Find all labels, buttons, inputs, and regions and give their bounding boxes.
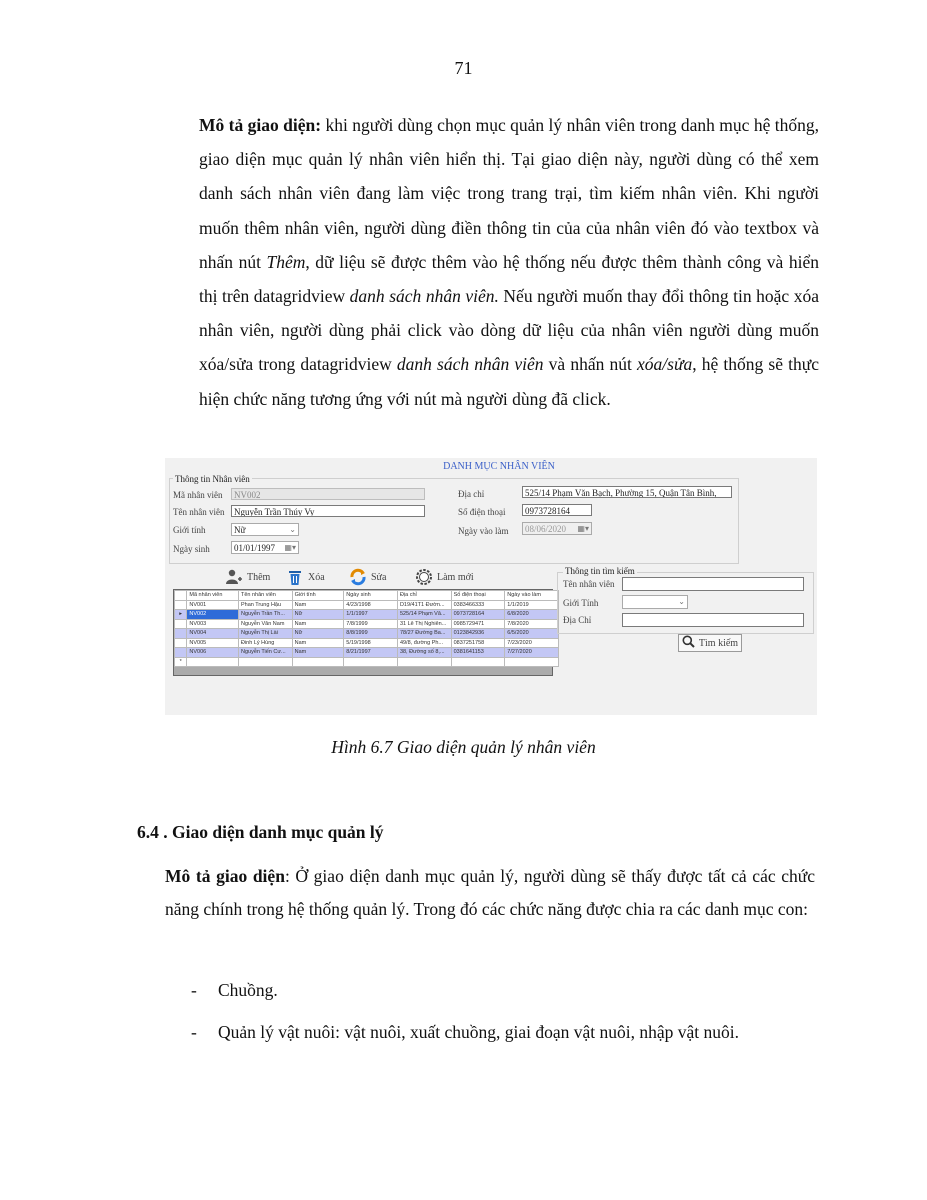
table-new-row[interactable] xyxy=(175,657,559,667)
employee-name-field[interactable]: Nguyễn Trần Thúy Vy xyxy=(231,505,425,517)
page-number: 71 xyxy=(454,58,473,78)
refresh-arrows-icon xyxy=(349,568,367,586)
table-cell[interactable] xyxy=(397,657,451,667)
intro-text-1: khi người dùng chọn mục quản lý nhân viên trong danh mục hệ thống, giao diện mục quản lý nhân viên hiển thị. Tại giao diện này, người dùng có thể xem danh sách nhân viên đang làm việc trong trang trại, tìm kiếm nhân viên. Khi người muốn thêm nhân viên, người dùng điền thông tin của của nhân viên đó vào textbox và nhấn nút xyxy=(199,115,819,272)
employee-info-group-title: Thông tin Nhân viên xyxy=(175,474,250,484)
search-button[interactable] xyxy=(678,634,742,652)
employee-id-field[interactable]: NV002 xyxy=(231,488,425,500)
table-cell[interactable]: NV001 xyxy=(187,600,239,610)
search-name-label: Tên nhân viên xyxy=(563,579,615,589)
bullet-dash: - xyxy=(191,980,197,1000)
table-cell[interactable] xyxy=(292,657,344,667)
intro-emphasis-1: Thêm xyxy=(266,251,306,272)
section-description-text: : Ở giao diện danh mục quản lý, người dùng sẽ thấy được tất cả các chức năng chính trong hệ thống quản lý. Trong đó các chức năng được chia ra các danh mục con: xyxy=(165,866,815,919)
figure-caption: Hình 6.7 Giao diện quản lý nhân viên xyxy=(331,737,596,757)
table-cell[interactable]: 1/1/2019 xyxy=(505,600,559,610)
row-header-cell xyxy=(175,648,187,658)
selected-row-marker: ▸ xyxy=(175,610,187,620)
intro-text-3: Nếu người muốn thay đổi thông tin hoặc xóa nhân viên, người dùng phải click vào dòng dữ liệu của nhân viên người dùng muốn xóa/sửa trong datagridview xyxy=(199,286,819,375)
column-header[interactable]: Số điện thoại xyxy=(451,591,505,601)
intro-text-4: và nhấn nút xyxy=(543,354,637,375)
table-cell[interactable]: NV002 xyxy=(187,610,239,620)
bullet-dash: - xyxy=(191,1022,197,1042)
section-heading: 6.4 . Giao diện danh mục quản lý xyxy=(137,822,384,842)
birth-date-value: 01/01/1997 xyxy=(234,543,276,553)
table-cell[interactable]: 31 Lê Thị Nghiên... xyxy=(397,619,451,629)
table-cell[interactable]: D19/41T1 Đườn... xyxy=(397,600,451,610)
search-address-label: Địa Chỉ xyxy=(563,615,592,625)
table-cell[interactable]: 7/8/1999 xyxy=(344,619,398,629)
table-cell[interactable] xyxy=(505,657,559,667)
column-header[interactable]: Địa chỉ xyxy=(397,591,451,601)
list-item-text: Chuồng. xyxy=(218,980,278,1000)
add-button-label: Thêm xyxy=(247,571,271,583)
new-gear-icon xyxy=(415,568,433,586)
address-field[interactable]: 525/14 Phạm Văn Bạch, Phường 15, Quận Tân Bình, xyxy=(522,486,732,498)
section-description xyxy=(165,860,815,926)
search-group-title: Thông tin tìm kiếm xyxy=(565,566,635,576)
table-cell[interactable]: Nguyễn Thị Lài xyxy=(238,629,292,639)
table-cell[interactable]: Nam xyxy=(292,638,344,648)
table-cell[interactable]: NV004 xyxy=(187,629,239,639)
employee-management-screenshot xyxy=(165,458,817,715)
refresh-button-label: Làm mới xyxy=(437,571,474,583)
table-cell[interactable] xyxy=(238,657,292,667)
table-row[interactable] xyxy=(175,629,559,639)
table-cell[interactable]: NV006 xyxy=(187,648,239,658)
table-cell[interactable]: 0383466333 xyxy=(451,600,505,610)
edit-button[interactable] xyxy=(349,567,386,587)
add-button[interactable] xyxy=(225,567,270,587)
employee-table xyxy=(174,590,559,667)
screen-title: DANH MỤC NHÂN VIÊN xyxy=(443,461,555,472)
search-icon xyxy=(682,635,695,651)
table-cell[interactable] xyxy=(344,657,398,667)
table-cell[interactable]: Nam xyxy=(292,600,344,610)
birth-date-picker[interactable] xyxy=(231,541,299,554)
table-cell[interactable]: 7/8/2020 xyxy=(505,619,559,629)
table-cell[interactable]: 0381641153 xyxy=(451,648,505,658)
list-item xyxy=(191,980,278,1001)
intro-text-2: , dữ liệu sẽ được thêm vào hệ thống nếu được thêm thành công và hiển thị trên datagridview xyxy=(199,251,819,307)
table-cell[interactable]: 8/8/1999 xyxy=(344,629,398,639)
column-header[interactable]: Giới tính xyxy=(292,591,344,601)
column-header[interactable]: Ngày vào làm xyxy=(505,591,559,601)
chevron-down-icon: ⌄ xyxy=(678,597,685,606)
row-header-cell xyxy=(175,629,187,639)
table-cell[interactable]: 8/21/1997 xyxy=(344,648,398,658)
row-header-cell xyxy=(175,638,187,648)
row-header-cell xyxy=(175,591,187,601)
intro-emphasis-4: xóa/sửa xyxy=(637,354,693,375)
trash-icon xyxy=(286,568,304,586)
table-cell[interactable]: 49/8, đường Ph... xyxy=(397,638,451,648)
table-cell[interactable]: 6/8/2020 xyxy=(505,610,559,620)
table-cell[interactable]: 78/27 Đường Ba... xyxy=(397,629,451,639)
column-header[interactable]: Tên nhân viên xyxy=(238,591,292,601)
table-row[interactable] xyxy=(175,619,559,629)
table-row[interactable] xyxy=(175,600,559,610)
table-cell[interactable]: 0973728164 xyxy=(451,610,505,620)
table-cell[interactable]: Nữ xyxy=(292,629,344,639)
join-date-value: 08/06/2020 xyxy=(525,524,567,534)
section-description-label: Mô tả giao diện xyxy=(165,866,285,886)
search-gender-label: Giới Tính xyxy=(563,598,599,608)
table-cell[interactable]: Nguyễn Tiến Cư... xyxy=(238,648,292,658)
table-cell[interactable]: 0985729471 xyxy=(451,619,505,629)
employee-datagrid[interactable] xyxy=(173,589,553,676)
search-button-label: Tìm kiếm xyxy=(698,637,739,649)
table-row-selected[interactable] xyxy=(175,610,559,620)
table-cell[interactable] xyxy=(187,657,239,667)
row-header-cell xyxy=(175,600,187,610)
column-header[interactable]: Mã nhân viên xyxy=(187,591,239,601)
add-user-icon xyxy=(225,568,243,586)
table-cell[interactable]: 7/27/2020 xyxy=(505,648,559,658)
table-cell[interactable]: 38, Đường số 8,... xyxy=(397,648,451,658)
table-cell[interactable]: 0837251758 xyxy=(451,638,505,648)
list-item xyxy=(191,1022,739,1043)
table-cell[interactable]: 4/23/1998 xyxy=(344,600,398,610)
table-row[interactable] xyxy=(175,648,559,658)
table-cell[interactable]: 525/14 Phạm Vă... xyxy=(397,610,451,620)
chevron-down-icon: ⌄ xyxy=(289,525,296,534)
table-cell[interactable]: NV005 xyxy=(187,638,239,648)
list-item-text: Quản lý vật nuôi: vật nuôi, xuất chuồng, giai đoạn vật nuôi, nhập vật nuôi. xyxy=(218,1022,740,1042)
address-label: Địa chỉ xyxy=(458,489,485,499)
birth-date-label: Ngày sinh xyxy=(173,544,210,554)
employee-id-label: Mã nhân viên xyxy=(173,490,223,500)
table-cell[interactable]: Nam xyxy=(292,619,344,629)
edit-button-label: Sửa xyxy=(371,571,387,583)
new-row-marker: * xyxy=(175,657,187,667)
table-cell[interactable]: 0123842936 xyxy=(451,629,505,639)
intro-text-5: , hệ thống sẽ thực hiện chức năng tương ứng với nút mà người dùng đã click. xyxy=(199,354,819,409)
search-gender-select[interactable] xyxy=(622,595,688,609)
search-address-input[interactable] xyxy=(622,613,804,627)
phone-label: Số điện thoại xyxy=(458,507,506,517)
employee-name-label: Tên nhân viên xyxy=(173,507,225,517)
table-header-row xyxy=(175,591,559,601)
row-header-cell xyxy=(175,619,187,629)
gender-select-value: Nữ xyxy=(234,525,246,535)
table-cell[interactable]: Đinh Lý Hùng xyxy=(238,638,292,648)
calendar-icon: ▦▾ xyxy=(577,524,589,533)
table-cell[interactable]: NV003 xyxy=(187,619,239,629)
intro-emphasis-2: danh sách nhân viên. xyxy=(349,286,499,307)
table-cell[interactable]: 5/19/1998 xyxy=(344,638,398,648)
gender-select[interactable] xyxy=(231,523,299,536)
delete-button[interactable] xyxy=(286,567,325,587)
refresh-button[interactable] xyxy=(415,567,474,587)
table-cell[interactable]: Nữ xyxy=(292,610,344,620)
intro-emphasis-3: danh sách nhân viên xyxy=(396,354,544,375)
gender-label: Giới tính xyxy=(173,525,206,535)
table-cell[interactable]: Nguyễn Trần Th... xyxy=(238,610,292,620)
table-cell[interactable]: Nam xyxy=(292,648,344,658)
calendar-icon: ▦▾ xyxy=(284,543,296,552)
join-date-picker[interactable] xyxy=(522,522,592,535)
delete-button-label: Xóa xyxy=(308,571,325,583)
table-cell[interactable]: Nguyễn Văn Nam xyxy=(238,619,292,629)
table-cell[interactable]: Phan Trung Hậu xyxy=(238,600,292,610)
join-date-label: Ngày vào làm xyxy=(458,526,509,536)
phone-field[interactable]: 0973728164 xyxy=(522,504,592,516)
table-cell[interactable]: 1/1/1997 xyxy=(344,610,398,620)
table-cell[interactable]: 6/5/2020 xyxy=(505,629,559,639)
table-cell[interactable]: 7/23/2020 xyxy=(505,638,559,648)
search-name-input[interactable] xyxy=(622,577,804,591)
column-header[interactable]: Ngày sinh xyxy=(344,591,398,601)
table-cell[interactable] xyxy=(451,657,505,667)
table-row[interactable] xyxy=(175,638,559,648)
intro-label: Mô tả giao diện: xyxy=(199,115,322,135)
intro-paragraph xyxy=(199,108,819,416)
